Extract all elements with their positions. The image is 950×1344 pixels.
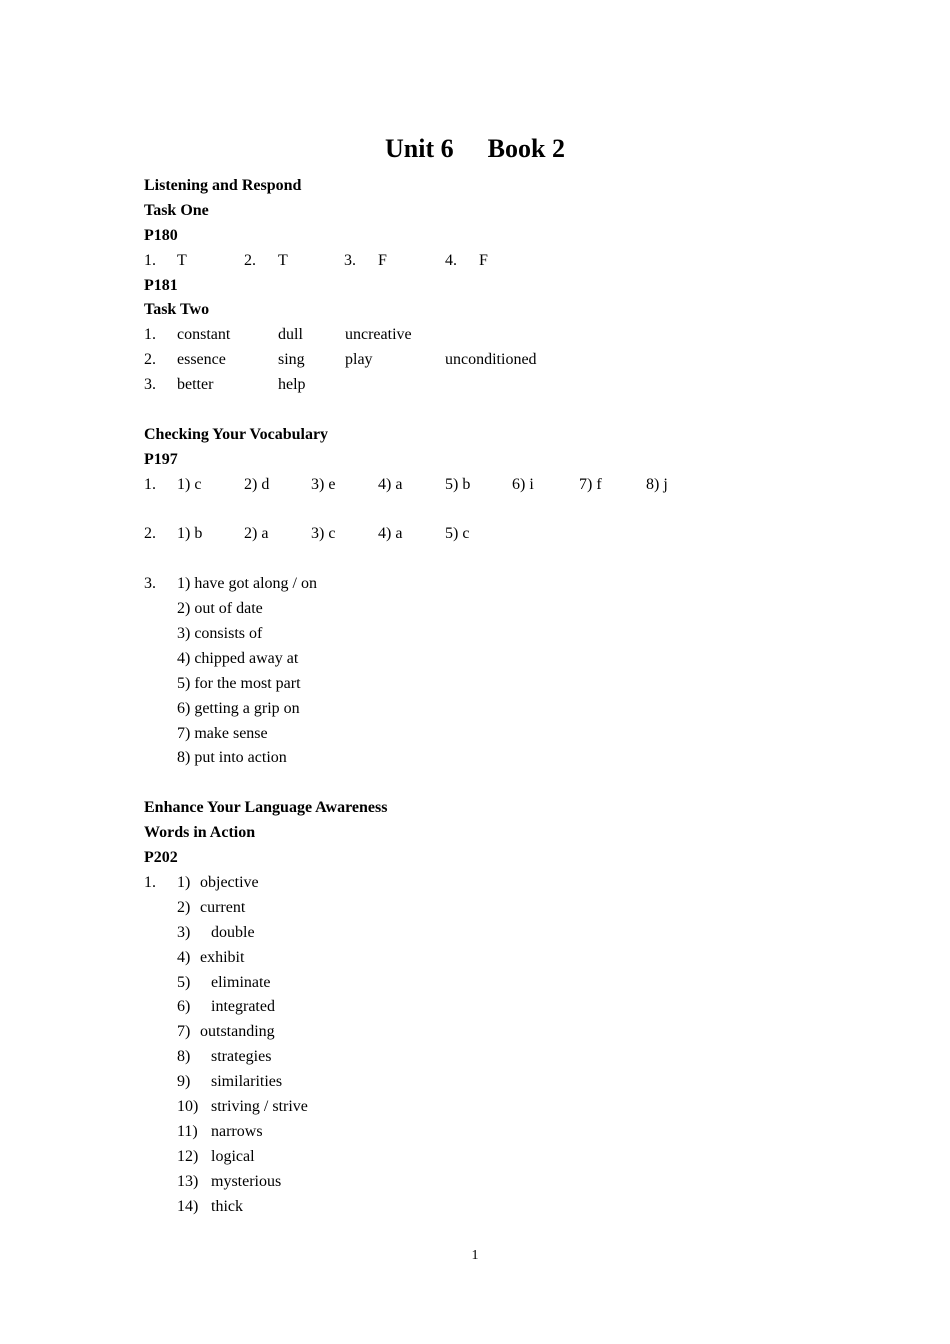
tf-ans-4: F — [479, 251, 488, 269]
tf-ans-1: T — [177, 251, 187, 269]
page-ref-p180: P180 — [144, 226, 178, 244]
vocab-q3-item: 4) chipped away at — [177, 649, 299, 667]
tf-num-4: 4. — [445, 251, 457, 269]
answer-key — [144, 174, 844, 1219]
tf-num-3: 3. — [344, 251, 356, 269]
tf-num-1: 1. — [144, 251, 156, 269]
words-item: 11) narrows — [177, 1122, 263, 1140]
words-item: 10) striving / strive — [177, 1097, 308, 1115]
words-item: 1. 1) objective — [144, 873, 259, 891]
vocab-q3-item: 5) for the most part — [177, 674, 301, 692]
task-two-row: 1. constant dull uncreative — [144, 326, 412, 344]
page-number: 1 — [471, 1248, 479, 1263]
title-unit: Unit 6 — [385, 134, 454, 163]
page-title — [0, 132, 950, 166]
words-item: 2) current — [177, 898, 246, 916]
section-heading-listening: Listening and Respond — [144, 177, 302, 194]
tf-num-2: 2. — [244, 251, 256, 269]
words-item: 12) logical — [177, 1147, 255, 1165]
words-item: 13) mysterious — [177, 1172, 282, 1190]
page-ref-p202: P202 — [144, 849, 178, 867]
vocab-q2-answers: 2. 1) b 2) a 3) c 4) a 5) c — [144, 525, 470, 543]
task-two-row: 2. essence sing play unconditioned — [144, 351, 537, 369]
true-false-answers — [144, 249, 844, 274]
page-ref-p181: P181 — [144, 276, 178, 294]
task-two-row: 3. better help — [144, 376, 306, 394]
page-ref-p197: P197 — [144, 450, 178, 468]
vocab-q3-item: 3) consists of — [177, 625, 263, 643]
vocab-q3-item: 6) getting a grip on — [177, 699, 300, 717]
task-two-heading: Task Two — [144, 301, 210, 319]
vocab-q3-item: 7) make sense — [177, 724, 268, 742]
task-one-heading: Task One — [144, 201, 209, 219]
words-item: 4) exhibit — [177, 948, 245, 966]
words-item: 8) strategies — [177, 1048, 272, 1066]
vocab-q3-item: 8) put into action — [177, 749, 287, 767]
title-book: Book 2 — [487, 134, 565, 163]
words-item: 9) similarities — [177, 1073, 283, 1091]
words-item: 14) thick — [177, 1197, 243, 1215]
words-item: 7) outstanding — [177, 1023, 275, 1041]
section-heading-language: Enhance Your Language Awareness — [144, 799, 388, 817]
words-item: 5) eliminate — [177, 973, 271, 991]
vocab-q3-item: 2) out of date — [177, 600, 263, 618]
tf-ans-2: T — [278, 251, 288, 269]
section-heading-vocabulary: Checking Your Vocabulary — [144, 425, 329, 443]
words-item: 3) double — [177, 923, 255, 941]
vocab-q3-item: 3. 1) have got along / on — [144, 575, 317, 593]
tf-ans-3: F — [378, 251, 387, 269]
words-item: 6) integrated — [177, 998, 275, 1016]
subheading-words-in-action: Words in Action — [144, 824, 256, 842]
vocab-q1-answers: 1. 1) c 2) d 3) e 4) a 5) b 6) i 7) f 8) j — [144, 475, 668, 493]
